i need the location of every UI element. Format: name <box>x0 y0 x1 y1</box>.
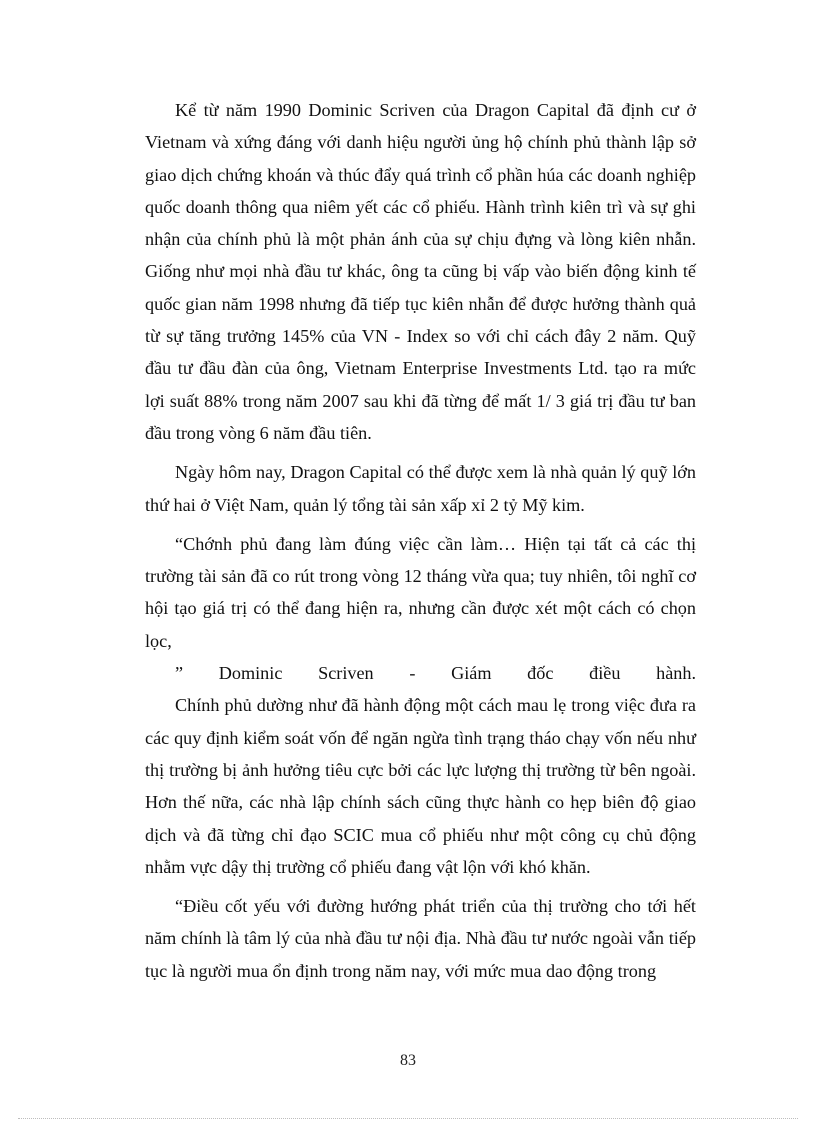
page-number: 83 <box>400 1052 416 1069</box>
paragraph-government-capital-controls: Chính phủ dường như đã hành động một cách mau lẹ trong việc đưa ra các quy định kiểm soát vốn để ngăn ngừa tình trạng tháo chạy vốn nếu như thị trường bị ảnh hưởng tiêu cực bởi các lực lượng thị trường từ bên ngoài. Hơn thế nữa, các nhà lập chính sách cũng thực hành co hẹp biên độ giao dịch và đã từng chỉ đạo SCIC mua cổ phiếu như một công cụ chủ động nhằm vực dậy thị trường cổ phiếu đang vật lộn với khó khăn. <box>145 695 696 877</box>
paragraph-domestic-investor-sentiment: “Điều cốt yếu với đường hướng phát triển của thị trường cho tới hết năm chính là tâm lý của nhà đầu tư nội địa. Nhà đầu tư nước ngoài vẫn tiếp tục là người mua ổn định trong năm nay, với mức mua dao động trong <box>145 896 696 981</box>
page-bottom-divider <box>18 1118 798 1119</box>
paragraph-dragon-capital-today: Ngày hôm nay, Dragon Capital có thể được xem là nhà quản lý quỹ lớn thứ hai ở Việt Nam, quản lý tổng tài sản xấp xỉ 2 tỷ Mỹ kim. <box>145 462 696 515</box>
paragraph-quote-scriven: “Chớnh phủ đang làm đúng việc cần làm… Hiện tại tất cả các thị trường tài sản đã co rút trong vòng 12 tháng vừa qua; tuy nhiên, tôi nghĩ cơ hội tạo giá trị có thể đang hiện ra, nhưng cần được xét một cách có chọn lọc, <box>145 533 696 651</box>
paragraph-dominic-scriven-background: Kể từ năm 1990 Dominic Scriven của Dragon Capital đã định cư ở Vietnam và xứng đáng với danh hiệu người ủng hộ chính phủ thành lập sở giao dịch chứng khoán và thúc đẩy quá trình cổ phần húa các doanh nghiệp quốc doanh thông qua niêm yết các cổ phiếu. Hành trình kiên trì và sự ghi nhận của chính phủ là một phản ánh của sự chịu đựng và lòng kiên nhẫn. Giống như mọi nhà đầu tư khác, ông ta cũng bị vấp vào biến động kinh tế quốc gian năm 1998 nhưng đã tiếp tục kiên nhẫn để được hưởng thành quả từ sự tăng trưởng 145% của VN - Index so với chỉ cách đây 2 năm. Quỹ đầu tư đầu đàn của ông, Vietnam Enterprise Investments Ltd. tạo ra mức lợi suất 88% trong năm 2007 sau khi đã từng để mất 1/ 3 giá trị đầu tư ban đầu trong vòng 6 năm đầu tiên. <box>145 100 696 443</box>
paragraph-quote-attribution: ” Dominic Scriven - Giám đốc điều hành. <box>175 663 696 684</box>
body-text <box>145 94 696 987</box>
